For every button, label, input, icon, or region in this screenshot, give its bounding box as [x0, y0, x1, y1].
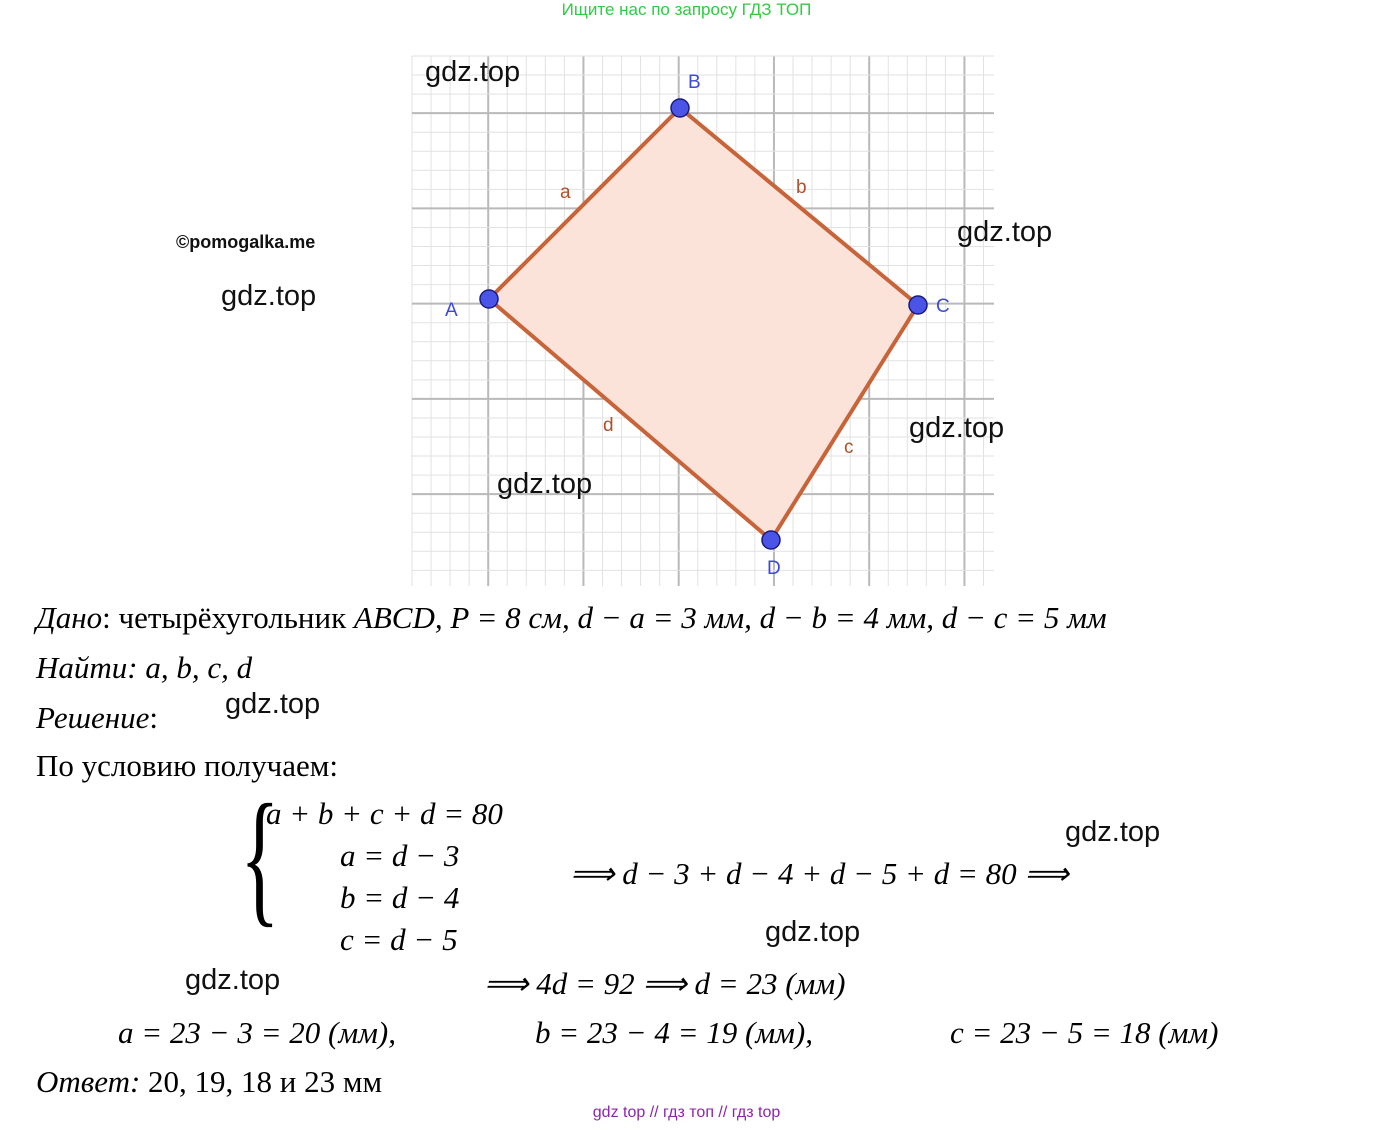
- answer-body: 20, 19, 18 и 23 мм: [140, 1064, 383, 1099]
- side-c-label: c: [844, 437, 854, 458]
- vertex-c-point: [909, 296, 927, 314]
- vertex-c-label: C: [936, 296, 950, 317]
- answer-label: Ответ:: [36, 1064, 141, 1099]
- answer-line: [36, 1064, 382, 1100]
- copyright-label: ©pomogalka.me: [176, 232, 316, 252]
- top-banner: Ищите нас по запросу ГДЗ ТОП: [561, 0, 812, 19]
- given-math: ABCD, P = 8 см, d − a = 3 мм, d − b = 4 мм, d − c = 5 мм: [353, 600, 1107, 635]
- find-line: [36, 650, 252, 686]
- vertex-a-label: A: [445, 300, 458, 321]
- find-math: : a, b, c, d: [127, 650, 253, 685]
- implication-2: ⟹ 4d = 92 ⟹ d = 23 (мм): [484, 966, 846, 1001]
- bottom-banner: gdz top // гдз топ // гдз top: [592, 1104, 781, 1121]
- watermark: gdz.top: [185, 964, 281, 996]
- vertex-d-label: D: [767, 558, 781, 579]
- watermark: gdz.top: [909, 412, 1005, 444]
- find-label: Найти: [36, 650, 128, 685]
- watermark: gdz.top: [957, 216, 1053, 248]
- watermark: gdz.top: [497, 468, 593, 500]
- result-b: b = 23 − 4 = 19 (мм),: [535, 1015, 813, 1050]
- system-brace: {: [240, 774, 280, 940]
- watermark: gdz.top: [225, 688, 321, 720]
- vertex-a-point: [480, 290, 498, 308]
- given-line: [36, 600, 1107, 636]
- system-equation-3: b = d − 4: [340, 880, 460, 915]
- side-a-label: a: [560, 182, 571, 203]
- quadrilateral-figure: [405, 50, 1000, 595]
- watermark: gdz.top: [425, 56, 521, 88]
- system-equation-2: a = d − 3: [340, 838, 460, 873]
- result-a: a = 23 − 3 = 20 (мм),: [118, 1015, 396, 1050]
- watermark: gdz.top: [221, 280, 317, 312]
- side-b-label: b: [796, 177, 807, 198]
- given-body: : четырёхугольник: [102, 600, 354, 635]
- implication-1: ⟹ d − 3 + d − 4 + d − 5 + d = 80 ⟹: [570, 856, 1069, 891]
- result-c: c = 23 − 5 = 18 (мм): [950, 1015, 1219, 1050]
- solution-colon: :: [149, 700, 158, 735]
- vertex-d-point: [762, 531, 780, 549]
- side-d-label: d: [603, 415, 614, 436]
- condition-line: По условию получаем:: [36, 748, 338, 783]
- vertex-b-point: [671, 99, 689, 117]
- solution-label: Решение: [36, 700, 150, 735]
- system-equation-4: c = d − 5: [340, 922, 458, 957]
- watermark: gdz.top: [1065, 816, 1161, 848]
- vertex-b-label: B: [688, 72, 701, 93]
- solution-line: [36, 700, 158, 736]
- given-label: Дано: [36, 600, 103, 635]
- watermark: gdz.top: [765, 916, 861, 948]
- system-equation-1: a + b + c + d = 80: [266, 796, 503, 831]
